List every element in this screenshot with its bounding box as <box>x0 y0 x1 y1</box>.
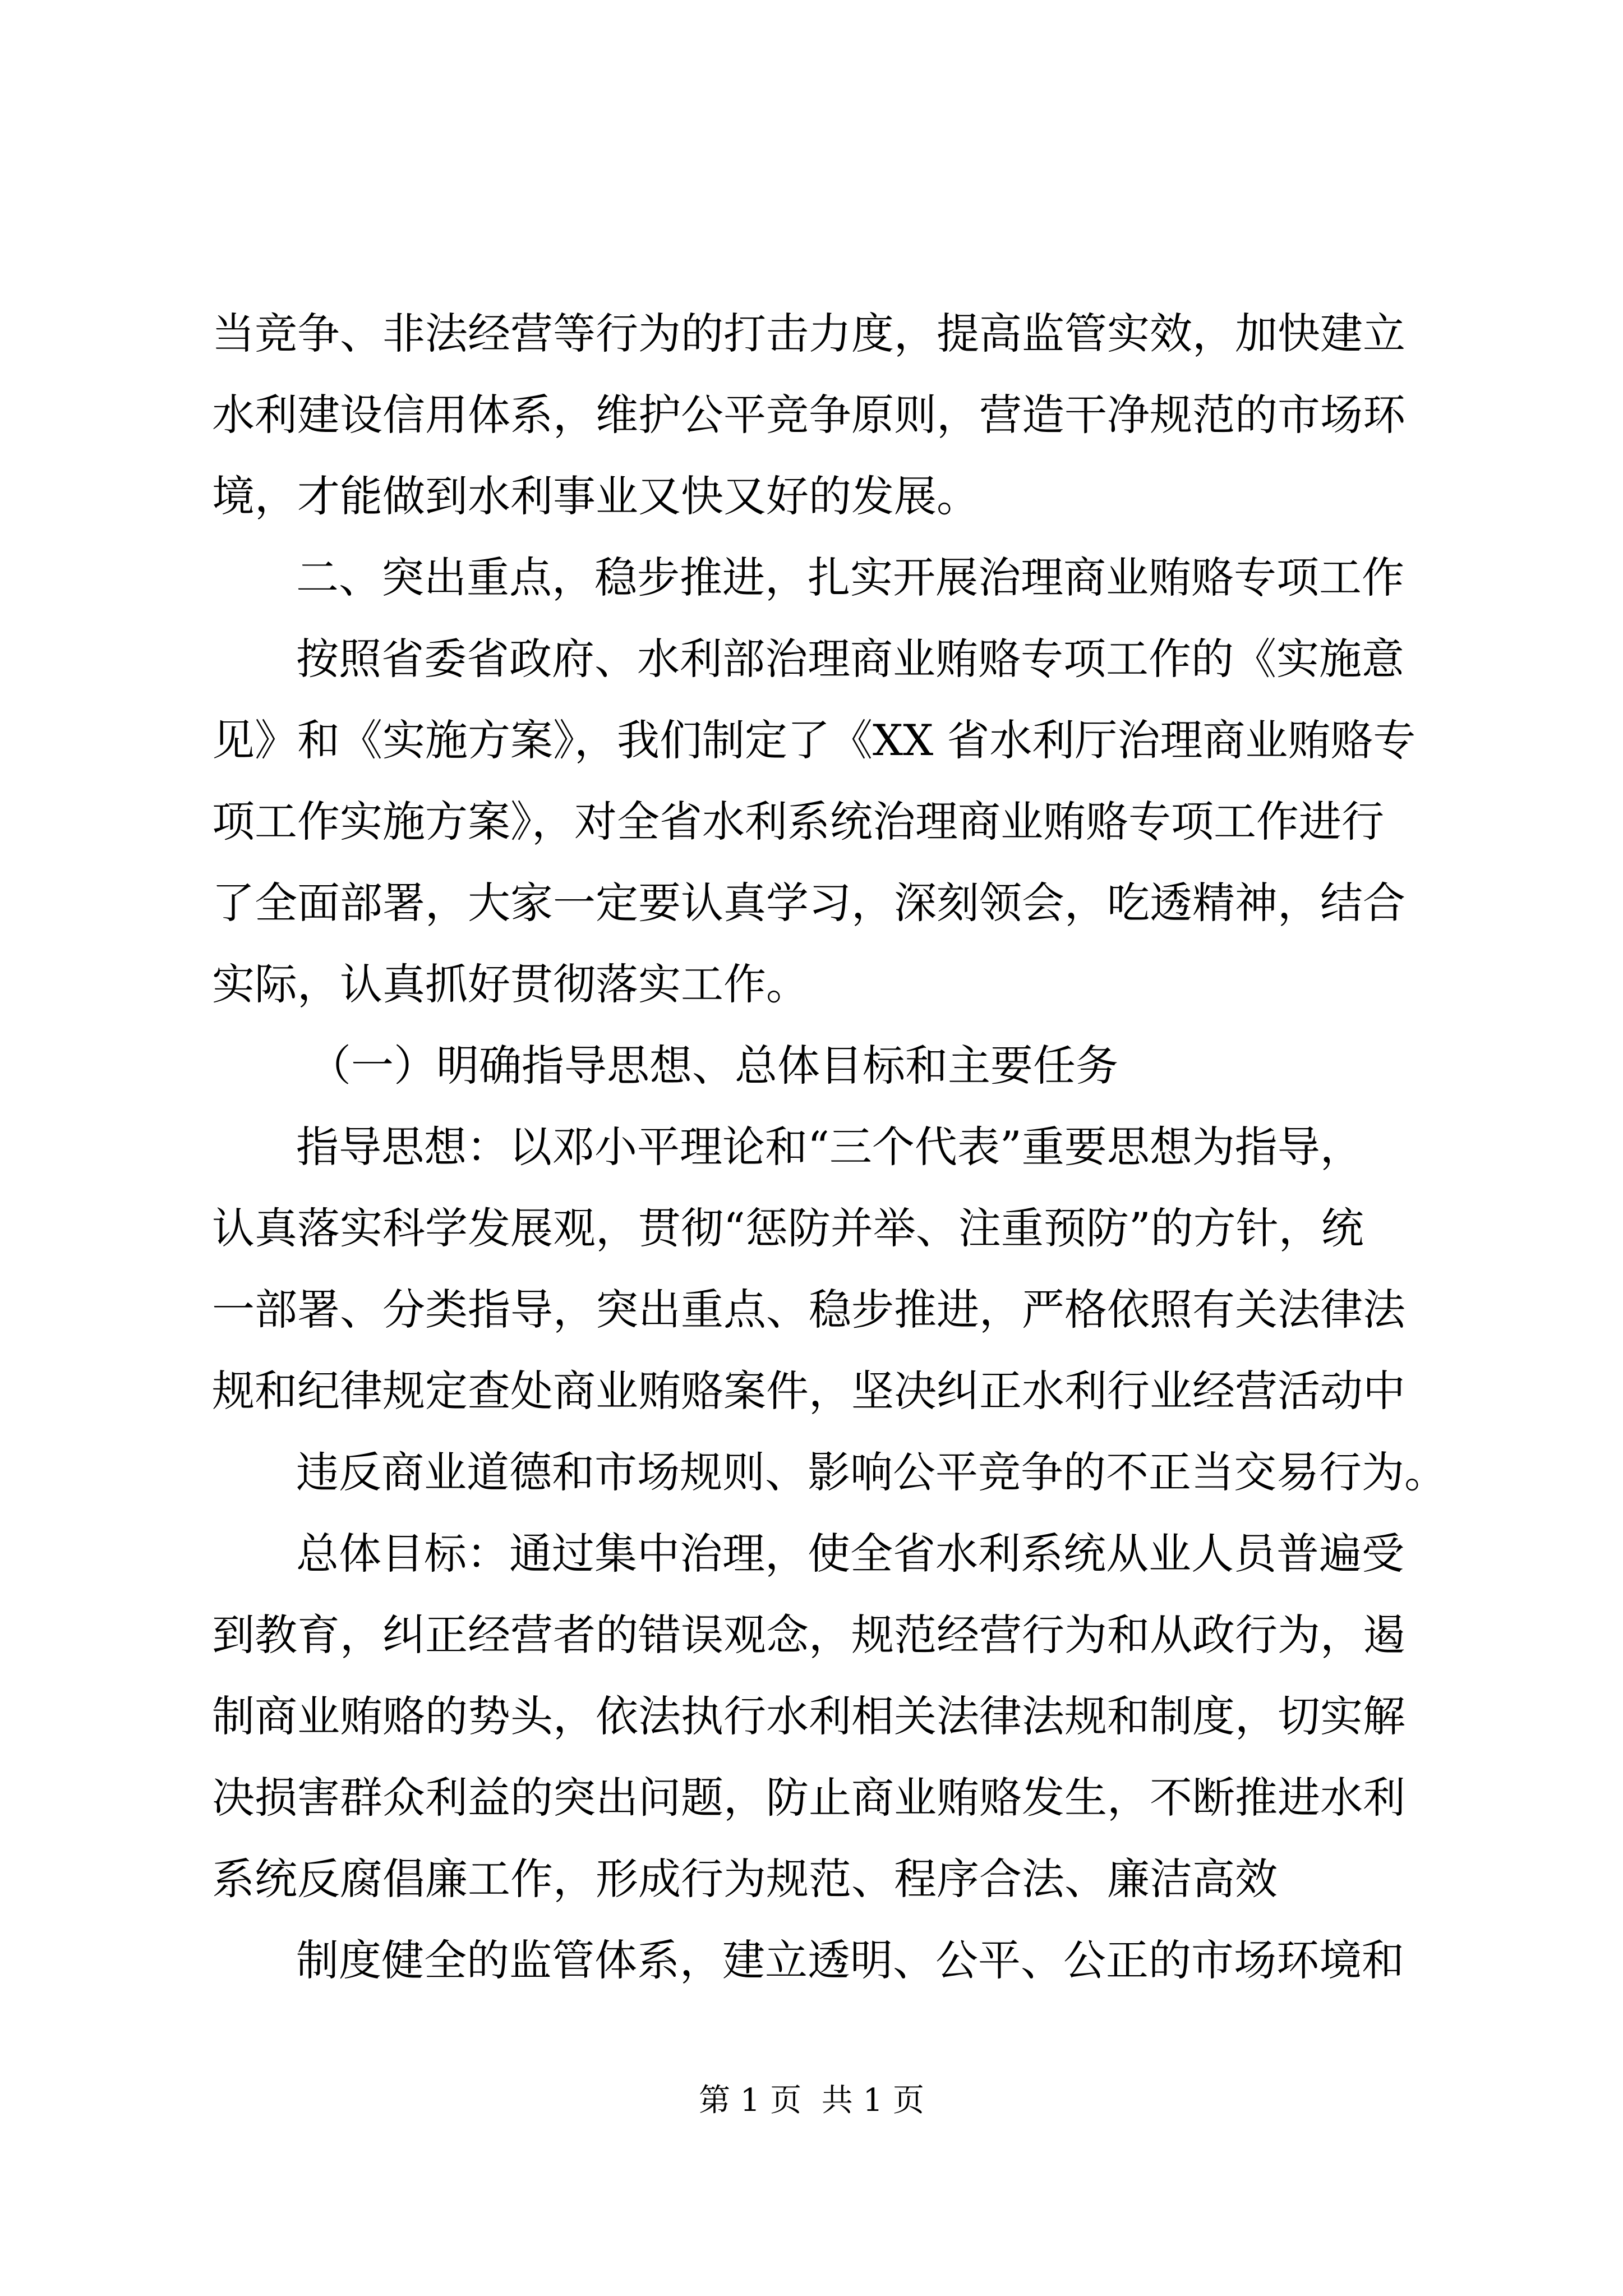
text-line-17: 到教育，纠正经营者的错误观念，规范经营行为和从政行为，遏 <box>212 1610 1405 1660</box>
text-line-2: 水利建设信用体系，维护公平竞争原则，营造干净规范的市场环 <box>212 390 1405 440</box>
text-line-8: 了全面部署，大家一定要认真学习，深刻领会，吃透精神，结合 <box>212 878 1405 928</box>
text-line-16: 总体目标：通过集中治理，使全省水利系统从业人员普遍受 <box>296 1529 1404 1579</box>
text-line-18: 制商业贿赂的势头，依法执行水利相关法律法规和制度，切实解 <box>212 1691 1405 1741</box>
text-line-20: 系统反腐倡廉工作，形成行为规范、程序合法、廉洁高效 <box>212 1854 1278 1904</box>
text-line-7: 项工作实施方案》，对全省水利系统治理商业贿赂专项工作进行 <box>212 797 1384 846</box>
text-line-5: 按照省委省政府、水利部治理商业贿赂专项工作的《实施意 <box>296 634 1404 684</box>
text-line-14: 规和纪律规定查处商业贿赂案件，坚决纠正水利行业经营活动中 <box>212 1366 1405 1416</box>
text-line-6: 见》和《实施方案》，我们制定了《XX 省水利厅治理商业贿赂专 <box>212 715 1416 765</box>
text-line-1: 当竞争、非法经营等行为的打击力度，提高监管实效，加快建立 <box>212 309 1405 358</box>
section-heading-2: 二、突出重点，稳步推进，扎实开展治理商业贿赂专项工作 <box>296 553 1404 602</box>
text-line-13: 一部署、分类指导，突出重点、稳步推进，严格依照有关法律法 <box>212 1285 1405 1335</box>
text-line-3: 境，才能做到水利事业又快又好的发展。 <box>212 471 979 521</box>
text-line-9: 实际，认真抓好贯彻落实工作。 <box>212 959 809 1009</box>
text-line-21: 制度健全的监管体系，建立透明、公平、公正的市场环境和 <box>296 1935 1404 1985</box>
text-line-12: 认真落实科学发展观，贯彻“惩防并举、注重预防”的方针，统 <box>212 1203 1364 1253</box>
text-line-11: 指导思想：以邓小平理论和“三个代表”重要思想为指导， <box>296 1122 1363 1172</box>
text-line-19: 决损害群众利益的突出问题，防止商业贿赂发生，不断推进水利 <box>212 1773 1405 1823</box>
page-footer: 第 1 页 共 1 页 <box>698 2082 925 2119</box>
text-line-15: 违反商业道德和市场规则、影响公平竞争的不正当交易行为。 <box>296 1447 1447 1497</box>
subsection-heading-1: （一）明确指导思想、总体目标和主要任务 <box>308 1041 1118 1091</box>
